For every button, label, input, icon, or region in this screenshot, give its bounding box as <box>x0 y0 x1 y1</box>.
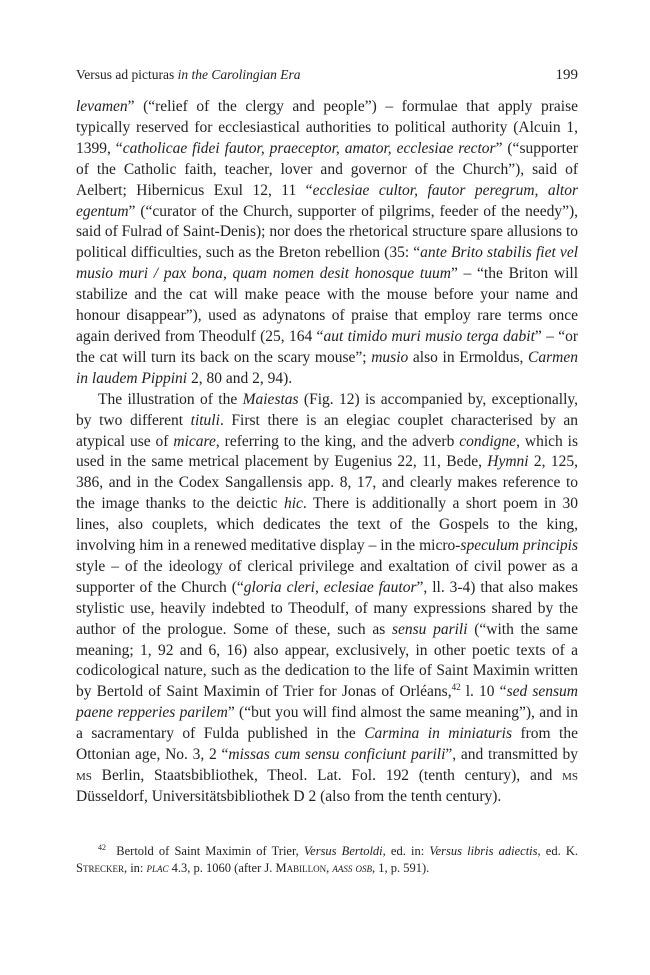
paragraph-1: levamen” (“relief of the clergy and people”) – formulae that apply praise typically reserved for ecclesiastical authorities to political authority (Alcuin 1, 1399, “catholicae fidei fautor, praeceptor, amator, ecclesiae rector” (“supporter of the Catholic faith, teacher, lover and governor of the Church”), said of Aelbert; Hibernicus Exul 12, 11 “ecclesiae cultor, fautor peregrum, altor egentum” (“curator of the Church, supporter of pilgrims, feeder of the needy”), said of Fulrad of Saint-Denis); nor does the rhetorical structure spare allusions to political difficulties, such as the Breton rebellion (35: “ante Brito stabilis fiet vel musio muri / pax bona, quam nomen desit honosque tuum” – “the Briton will stabilize and the cat will make peace with the mouse before your name and honour disappear”), used as adynatons of praise that employ rare terms once again derived from Theodulf (25, 164 “aut timido muri musio terga dabit” – “or the cat will turn its back on the scary mouse”; musio also in Ermoldus, Carmen in laudem Pippini 2, 80 and 2, 94). <box>76 98 579 387</box>
footnote-number: 42 <box>98 842 106 852</box>
footnote-reference[interactable]: 42 <box>451 682 461 693</box>
page-number: 199 <box>555 67 578 83</box>
paragraph-2: The illustration of the Maiestas (Fig. 12) is accompanied by, exceptionally, by two different tituli. First there is an elegiac couplet characterised by an atypical use of micare, referring to the king, and the adverb condigne, which is used in the same metrical placement by Eugenius 22, 11, Bede, Hymni 2, 125, 386, and in the Codex Sangallensis app. 8, 17, and clearly makes reference to the image thanks to the deictic hic. There is additionally a short poem in 30 lines, also couplets, which dedicates the text of the Gospels to the king, involving him in a renewed meditative display – in the micro-speculum principis style – of the ideology of clerical privilege and exaltation of civil power as a supporter of the Church (“gloria cleri, eclesiae fautor”, ll. 3-4) that also makes stylistic use, heavily indebted to Theodulf, of many expressions shared by the author of the prologue. Some of these, such as sensu parili (“with the same meaning; 1, 92 and 6, 16) also appear, exclusively, in other poetic texts of a codicological nature, such as the dedication to the life of Saint Maximin written by Bertold of Saint Maximin of Trier for Jonas of Orléans,$^{42}$ l. 10 “sed sensum paene repperies parilem” (“but you will find almost the same meaning”), and in a sacramentary of Fulda published in the Carmina in miniaturis from the Ottonian age, No. 3, 2 “missas cum sensu conficiunt parili”, and transmitted by ms Berlin, Staatsbibliothek, Theol. Lat. Fol. 192 (tenth century), and ms Düsseldorf, Universitätsbibliothek D 2 (also from the tenth century). <box>76 390 579 805</box>
running-head-title: Versus ad picturas in the Carolingian Era <box>76 67 301 82</box>
running-head <box>76 66 578 84</box>
body-text <box>76 97 578 808</box>
footnote-42: $^{42}$ Bertold of Saint Maximin of Trier, Versus Bertoldi, ed. in: Versus libris adiectis, ed. K. Strecker, in: plac 4.3, p. 1060 (after J. Mabillon, aass osb, 1, p. 591). <box>76 842 579 876</box>
page <box>76 66 578 878</box>
